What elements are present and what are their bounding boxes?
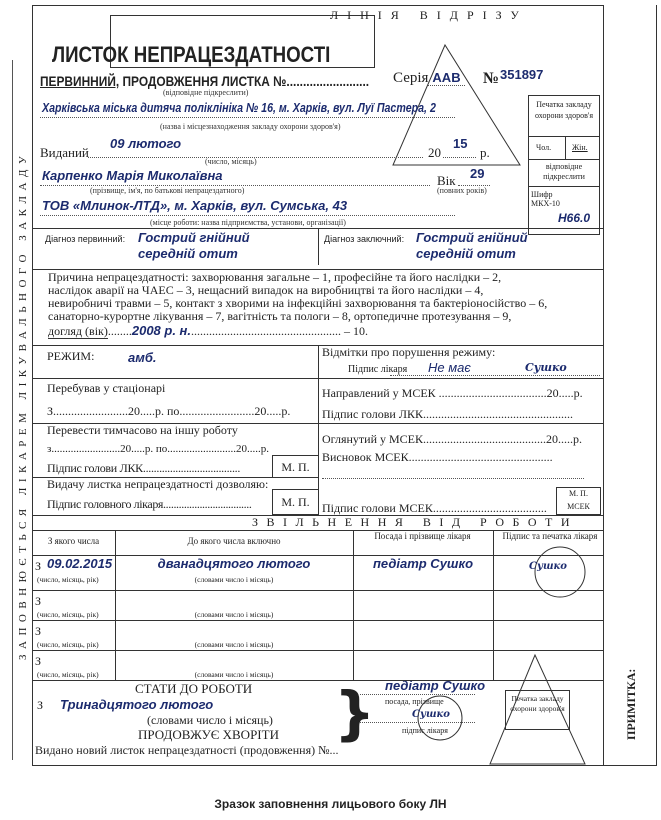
workplace-hint: (місце роботи: назва підприємства, установи, організації) — [150, 218, 346, 227]
chief-sign: Підпис головного лікаря.................................. — [47, 497, 252, 511]
diagnosis-final-line1: Гострий гнійний — [416, 230, 528, 245]
row-from-hint: (число, місяць, рік) — [37, 670, 99, 679]
row-to-hint: (словами число і місяць) — [194, 575, 274, 584]
msek-mp-2: МСЕК — [567, 502, 590, 511]
side-label: ЗАПОВНЮЄТЬСЯ ЛІКАРЕМ ЛІКУВАЛЬНОГО ЗАКЛАДУ — [17, 150, 29, 660]
patient-hint: (прізвище, ім'я, по батькові непрацездатного) — [90, 186, 245, 195]
return-doctor: педіатр Сушко — [385, 678, 486, 693]
return-hint: (словами число і місяць) — [147, 713, 273, 727]
type-rest: ПРОДОВЖЕННЯ ЛИСТКА № — [119, 73, 287, 89]
transfer-label: Перевести тимчасово на іншу роботу — [47, 423, 238, 437]
doctor-sign-label: Підпис лікаря — [348, 364, 408, 375]
institution-hint: (назва і місцезнаходження закладу охорони здоров'я) — [160, 122, 341, 131]
return-signature-hint: підпис лікаря — [402, 726, 448, 735]
row-to-hint: (словами число і місяць) — [194, 670, 274, 679]
col-header-from: З якого числа — [47, 536, 100, 546]
release-title: ЗВІЛЬНЕННЯ ВІД РОБОТИ — [252, 515, 579, 529]
divider — [528, 159, 600, 160]
care-label: догляд (вік) — [48, 324, 108, 338]
table-column-divider — [115, 530, 116, 680]
row-signature: Сушко — [529, 561, 567, 572]
icd-label: Шифр МКХ-10 — [531, 190, 560, 208]
return-prefix: З — [37, 698, 44, 712]
form-title: ЛИСТОК НЕПРАЦЕЗДАТНОСТІ — [52, 42, 331, 67]
gender-hint: відповідне підкреслити — [543, 162, 585, 181]
dotted-line — [443, 157, 476, 158]
cause-line: невиробничі травми – 5, контакт з хворими на інфекційні захворювання та бактеріоносійство – 6, — [48, 296, 548, 310]
age-hint: (повних років) — [437, 186, 487, 195]
table-column-divider — [353, 530, 354, 680]
right-lkk-sign: Підпис голови ЛКК.................................................. — [322, 407, 573, 421]
series-value: ААВ — [428, 71, 464, 86]
return-doctor-hint: посада, прізвище — [385, 697, 444, 706]
sheet-type: ПЕРВИННИЙ, ПРОДОВЖЕННЯ ЛИСТКА №......................... — [40, 73, 370, 89]
care-suffix: – 10. — [344, 324, 369, 338]
divider — [565, 137, 566, 159]
bottom-stamp-text: Печатка закладу охорони здоров'я — [510, 694, 565, 713]
col-header-doctor: Посада і прізвище лікаря — [374, 531, 471, 541]
diagnosis-primary-label: Діагноз первинний: — [45, 234, 126, 244]
gender-male[interactable]: Чол. — [536, 143, 552, 152]
row-from-hint: (число, місяць, рік) — [37, 610, 99, 619]
continues-sick: ПРОДОВЖУЄ ХВОРІТИ — [138, 727, 279, 742]
icd-value: H66.0 — [558, 211, 591, 225]
msek-exam: Оглянутий у МСЕК.........................................20.....р. — [322, 432, 583, 446]
msek-sent: Направлений у МСЕК ....................................20.....р. — [322, 386, 583, 400]
row-to-hint: (словами число і місяць) — [194, 610, 274, 619]
mp-label-1: М. П. — [281, 460, 310, 474]
mp-label-2: М. П. — [281, 495, 310, 509]
violations-label: Відмітки про порушення режиму: — [322, 345, 496, 359]
stamp-text: Печатка закладу охорони здоров'я — [534, 100, 594, 120]
dotted-line — [360, 694, 475, 695]
table-row-divider — [32, 680, 603, 681]
issued-label: Виданий — [40, 145, 89, 160]
note-label: ПРИМІТКА: — [624, 668, 638, 740]
type-primary: ПЕРВИННИЙ, — [40, 73, 120, 89]
divider — [318, 228, 319, 265]
number-value: 351897 — [500, 67, 544, 82]
divider — [528, 186, 600, 187]
gender-female[interactable]: Жін. — [572, 143, 588, 152]
row-from: 09.02.2015 — [47, 556, 113, 571]
allow-label: Видачу листка непрацездатності дозволяю: — [47, 477, 269, 491]
cause-text — [48, 271, 547, 339]
care-value: 2008 р. н. — [131, 323, 192, 338]
dotted-line — [40, 215, 455, 216]
cut-line-label: ЛІНІЯ ВІДРІЗУ — [330, 8, 528, 22]
msek-mp-1: М. П. — [569, 489, 588, 498]
row-prefix: З — [35, 594, 42, 608]
caption: Зразок заповнення лицьового боку ЛН — [214, 797, 447, 811]
return-signature: Сушко — [412, 709, 450, 720]
row-from-hint: (число, місяць, рік) — [37, 575, 99, 584]
table-row-divider — [32, 590, 603, 591]
row-prefix: З — [35, 559, 42, 573]
transfer-dates: з.........................20.....р. по.........................20.....р. — [47, 443, 269, 455]
left-lkk-sign: Підпис голови ЛКК.................................... — [47, 461, 241, 475]
row-doctor: педіатр Сушко — [372, 556, 474, 571]
doctor-signature: Сушко — [525, 361, 567, 374]
table-row-divider — [32, 620, 603, 621]
dotted-line — [40, 117, 455, 118]
issued-year-suffix: р. — [480, 145, 490, 160]
col-header-signature: Підпис та печатка лікаря — [502, 531, 598, 541]
cause-line: наслідок аварії на ЧАЕС – 3, нещасний випадок на виробництві та його наслідки – 4, — [48, 283, 484, 297]
msek-sign: Підпис голови МСЕК...................................... — [322, 501, 547, 515]
return-title: СТАТИ ДО РОБОТИ — [135, 681, 253, 696]
cause-line: санаторно-курортне лікування – 7, вагітність та пологи – 8, ортопедичне протезування – 9, — [48, 309, 512, 323]
diagnosis-primary-line2: середній отит — [138, 246, 238, 261]
patient-name: Карпенко Марія Миколаївна — [42, 168, 223, 183]
regime-label: РЕЖИМ: — [47, 349, 95, 363]
divider — [32, 378, 603, 379]
diagnosis-final-label: Діагноз заключний: — [324, 234, 405, 244]
diagnosis-final-line2: середній отит — [416, 246, 516, 261]
msek-conclusion: Висновок МСЕК................................................ — [322, 450, 553, 464]
row-from-hint: (число, місяць, рік) — [37, 640, 99, 649]
dotted-line — [390, 375, 600, 376]
cause-line: Причина непрацездатності: захворювання загальне – 1, професійне та його наслідки – 2, — [48, 270, 502, 284]
institution-value: Харківська міська дитяча поліклініка № 16, м. Харків, вул. Луї Пастера, 2 — [42, 100, 436, 115]
dotted-line — [360, 722, 475, 723]
age-label: Вік — [437, 173, 456, 188]
row-prefix: З — [35, 624, 42, 638]
return-date: Тринадцятого лютого — [60, 697, 214, 712]
row-prefix: З — [35, 654, 42, 668]
issued-hint: (число, місяць) — [205, 157, 257, 166]
new-sheet: Видано новий листок непрацездатності (продовження) №... — [35, 743, 339, 757]
diagnosis-primary-line1: Гострий гнійний — [138, 230, 250, 245]
brace-icon: } — [334, 679, 376, 747]
divider — [528, 136, 600, 137]
col-header-to: До якого числа включно — [187, 536, 281, 546]
issued-year: 15 — [453, 136, 468, 151]
care-line: догляд (вік)........2008 р. н................................................... – 10. — [48, 323, 369, 338]
table-row-divider — [32, 650, 603, 651]
workplace-value: ТОВ «Млинок-ЛТД», м. Харків, вул. Сумська, 43 — [42, 198, 348, 213]
series-label — [393, 70, 465, 87]
hospital-label: Перебував у стаціонарі — [47, 381, 166, 395]
hospital-dates: З.........................20.....р. по.........................20.....р. — [47, 404, 291, 418]
underline-hint: (відповідне підкреслити) — [163, 88, 249, 97]
dotted-line — [322, 478, 584, 479]
age-value: 29 — [470, 166, 485, 181]
issued-date: 09 лютого — [110, 136, 182, 151]
row-to-hint: (словами число і місяць) — [194, 640, 274, 649]
regime-value: амб. — [128, 350, 157, 365]
table-column-divider — [493, 530, 494, 680]
number-label: № — [483, 70, 500, 87]
violations-value: Не має — [428, 360, 471, 375]
series-label-text: Серія — [393, 70, 429, 86]
issued-year-prefix: 20 — [428, 145, 441, 160]
row-to: дванадцятого лютого — [157, 556, 311, 571]
